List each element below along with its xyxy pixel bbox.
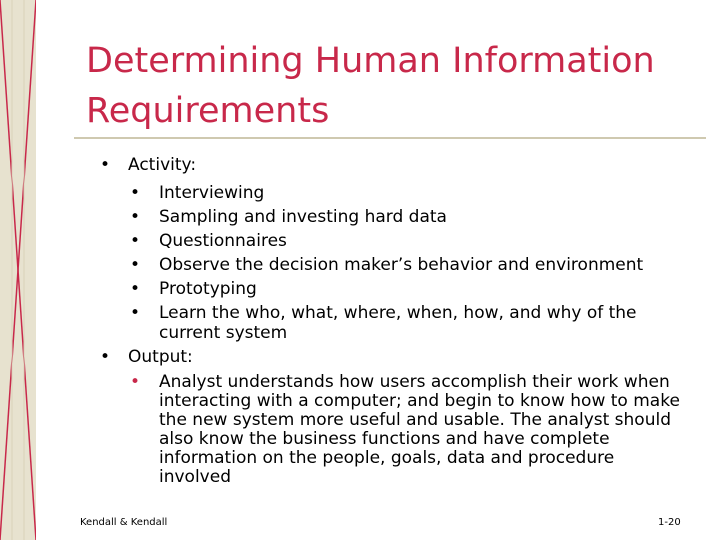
list-item: • Prototyping [130,279,257,299]
title-divider [74,137,706,139]
decorative-lines [0,0,36,540]
bullet-icon: • [100,155,111,175]
output-list [130,373,690,491]
list-item: • Sampling and investing hard data [130,207,447,227]
bullet-label: Activity: [128,155,197,175]
list-item: • Learn the who, what, where, when, how, and why of the current system [130,303,637,343]
footer-author: Kendall & Kendall [80,517,168,528]
bullet-icon: • [130,183,141,203]
bullet-icon: • [130,255,141,275]
decorative-strip [0,0,36,540]
bullet-icon: • [130,231,141,251]
bullet-icon: • [100,347,111,367]
bullet-icon: • [130,207,141,227]
list-item: • Interviewing [130,183,265,203]
activity-list [130,183,690,347]
list-item: • Analyst understands how users accomplish their work when interacting with a computer; and begin to know how to make the new system more useful and usable. The analyst should also know the business functions and have complete information on the people, goals, data and procedure involved [130,372,680,487]
list-item: • Questionnaires [130,231,287,251]
slide-title: Determining Human Information Requirements [86,41,655,131]
bullet-icon: • [130,372,141,392]
bullet-icon: • [130,279,141,299]
bullet-icon: • [130,303,141,323]
footer-page-number: 1-20 [658,517,681,528]
bullet-label: Output: [128,347,193,367]
list-item: • Observe the decision maker’s behavior and environment [130,255,644,275]
